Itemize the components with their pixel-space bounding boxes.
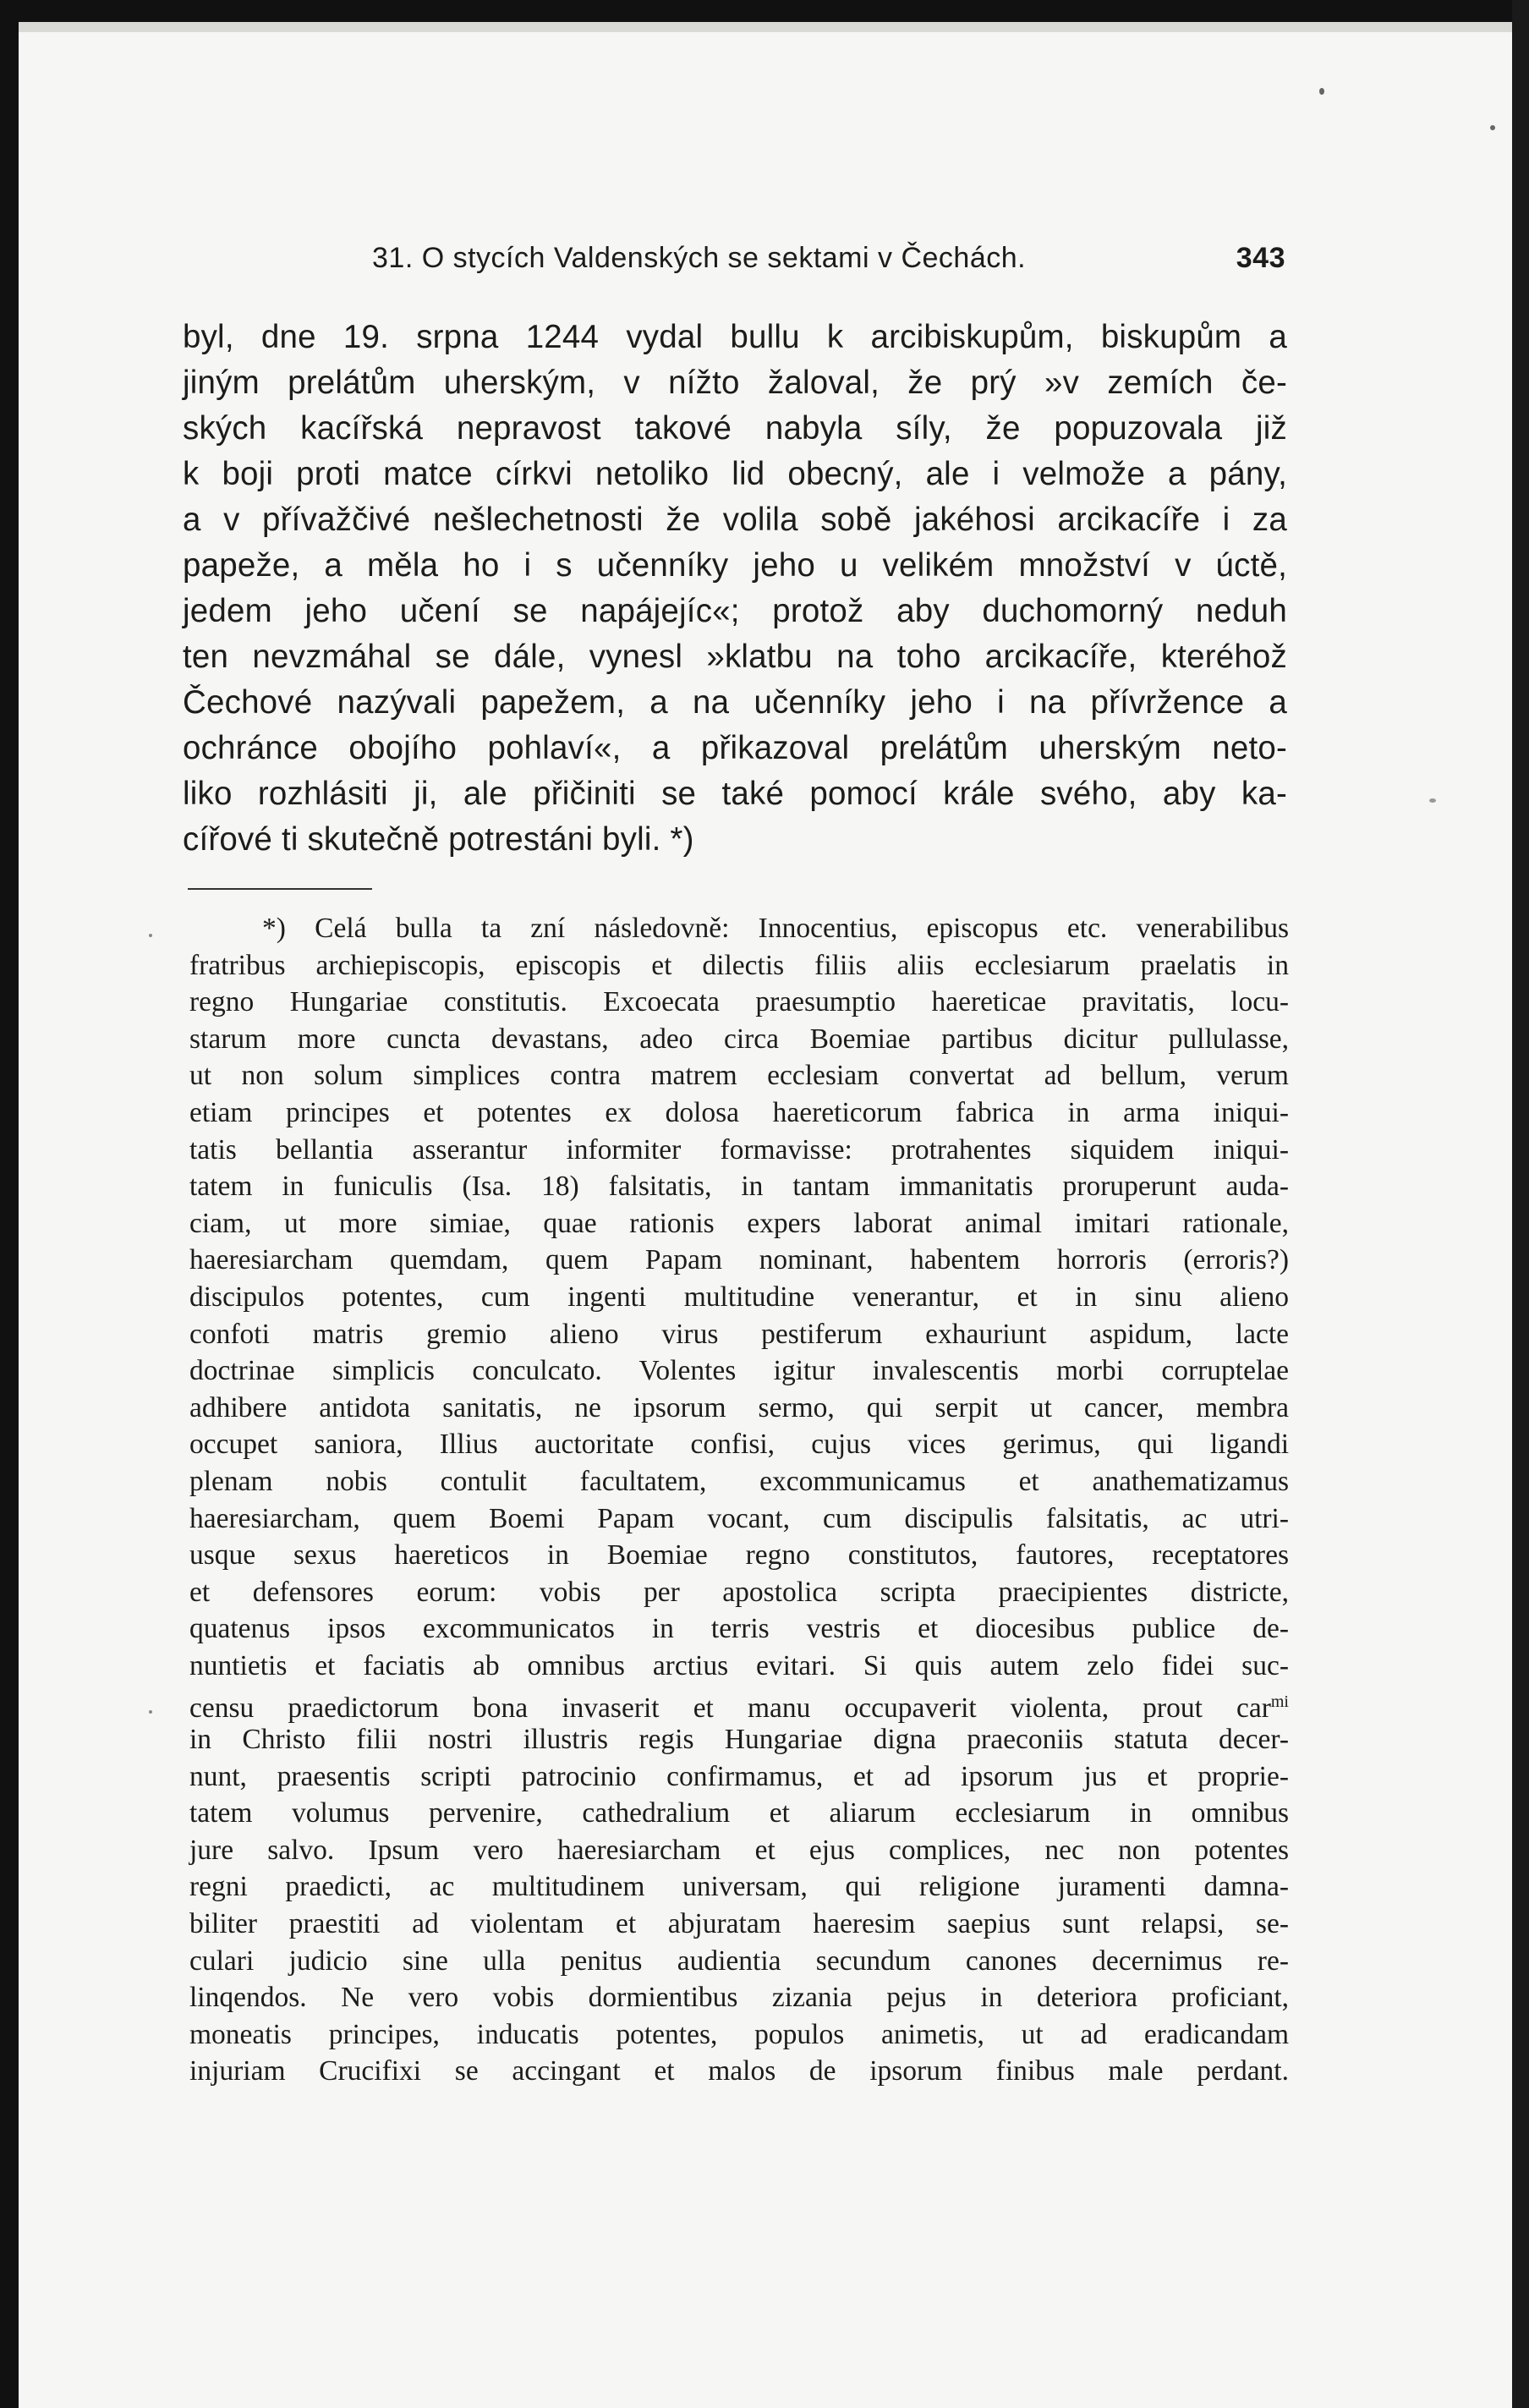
- scan-border-top: [0, 0, 1529, 22]
- footnote-line: haeresiarcham, quem Boemi Papam vocant, cum discipulis falsitatis, ac utri-: [189, 1502, 1289, 1534]
- body-line: cířové ti skutečně potrestáni byli. *): [183, 821, 694, 858]
- scan-speck: [149, 934, 152, 937]
- footnote-line: *) Celá bulla ta zní následovně: Innocentius, episcopus etc. venerabilibus: [262, 913, 1289, 944]
- body-line: liko rozhlásiti ji, ale přičiniti se také pomocí krále svého, aby ka-: [183, 776, 1287, 812]
- scan-speck: [1319, 88, 1324, 95]
- footnote-line: haeresiarcham quemdam, quem Papam nominant, habentem horroris (erroris?): [189, 1244, 1289, 1276]
- footnote-line: jure salvo. Ipsum vero haeresiarcham et ejus complices, nec non potentes: [189, 1834, 1289, 1866]
- running-title: 31. O stycích Valdenských se sektami v Čechách.: [372, 242, 1027, 274]
- footnote-line: nunt, praesentis scripti patrocinio confirmamus, et ad ipsorum jus et proprie-: [189, 1760, 1289, 1792]
- footnote-line: tatem volumus pervenire, cathedralium et aliarum ecclesiarum in omnibus: [189, 1797, 1289, 1829]
- footnote-line: ut non solum simplices contra matrem ecclesiam convertat ad bellum, verum: [189, 1060, 1289, 1092]
- page-number: 343: [1236, 242, 1285, 274]
- body-line: Čechové nazývali papežem, a na učenníky jeho i na přívržence a: [183, 684, 1287, 721]
- body-line: k boji proti matce církvi netoliko lid obecný, ale i velmože a pány,: [183, 456, 1287, 492]
- body-line: byl, dne 19. srpna 1244 vydal bullu k arcibiskupům, biskupům a: [183, 319, 1287, 355]
- scan-speck: [149, 1710, 152, 1714]
- footnote-line: etiam principes et potentes ex dolosa haereticorum fabrica in arma iniqui-: [189, 1096, 1289, 1128]
- footnote-line: biliter praestiti ad violentam et abjuratam haeresim saepius sunt relapsi, se-: [189, 1908, 1289, 1940]
- footnote-line: plenam nobis contulit facultatem, excommunicamus et anathematizamus: [189, 1465, 1289, 1497]
- main-text: [183, 315, 1287, 863]
- footnote-line: fratribus archiepiscopis, episcopis et dilectis filiis aliis ecclesiarum praelatis in: [189, 949, 1289, 981]
- footnote-line: regni praedicti, ac multitudinem universam, qui religione juramenti damna-: [189, 1871, 1289, 1903]
- scan-border-left: [0, 0, 19, 2408]
- footnote-line: culari judicio sine ulla penitus audientia secundum canones decernimus re-: [189, 1945, 1289, 1977]
- footnote-line-text: censu praedictorum bona invaserit et manu occupaverit violenta, prout car: [189, 1692, 1271, 1725]
- body-line: ských kacířská nepravost takové nabyla síly, že popuzovala již: [183, 410, 1287, 447]
- footnote-line: tatis bellantia asserantur informiter formavisse: protrahentes siquidem iniqui-: [189, 1133, 1289, 1166]
- body-line: jiným prelátům uherským, v nížto žaloval, že prý »v zemích če-: [183, 365, 1287, 401]
- footnote-line: nuntietis et faciatis ab omnibus arctius evitari. Si quis autem zelo fidei suc-: [189, 1649, 1289, 1681]
- scan-border-right: [1512, 0, 1529, 2408]
- footnote: [189, 910, 1289, 2090]
- footnote-line: discipulos potentes, cum ingenti multitudine venerantur, et in sinu alieno: [189, 1281, 1289, 1313]
- footnote-line: confoti matris gremio alieno virus pestiferum exhauriunt aspidum, lacte: [189, 1318, 1289, 1350]
- running-header: [372, 242, 1285, 282]
- footnote-line: occupet saniora, Illius auctoritate confisi, cujus vices gerimus, qui ligandi: [189, 1429, 1289, 1461]
- footnote-line: et defensores eorum: vobis per apostolica scripta praecipientes districte,: [189, 1576, 1289, 1608]
- footnote-line-with-superscript: [189, 1684, 1289, 1725]
- footnote-separator: [188, 888, 372, 890]
- body-line: papeže, a měla ho i s učenníky jeho u velikém množství v úctě,: [183, 547, 1287, 584]
- footnote-line: quatenus ipsos excommunicatos in terris vestris et diocesibus publice de-: [189, 1613, 1289, 1645]
- footnote-line: tatem in funiculis (Isa. 18) falsitatis, in tantam immanitatis proruperunt auda-: [189, 1171, 1289, 1203]
- footnote-line: moneatis principes, inducatis potentes, populos animetis, ut ad eradicandam: [189, 2018, 1289, 2050]
- superscript: mi: [1270, 1692, 1289, 1712]
- footnote-line: injuriam Crucifixi se accingant et malos de ipsorum finibus male perdant.: [189, 2055, 1289, 2087]
- scan-speck: [1429, 798, 1436, 803]
- footnote-line: usque sexus haereticos in Boemiae regno constitutos, fautores, receptatores: [189, 1539, 1289, 1572]
- body-line: ten nevzmáhal se dále, vynesl »klatbu na toho arcikacíře, kteréhož: [183, 639, 1287, 675]
- body-line: ochránce obojího pohlaví«, a přikazoval prelátům uherským neto-: [183, 730, 1287, 766]
- scan-speck: [1490, 125, 1495, 130]
- footnote-line: linqendos. Ne vero vobis dormientibus zizania pejus in deteriora proficiant,: [189, 1982, 1289, 2014]
- footnote-line: starum more cuncta devastans, adeo circa Boemiae partibus dicitur pullulasse,: [189, 1023, 1289, 1055]
- footnote-line: in Christo filii nostri illustris regis Hungariae digna praeconiis statuta decer-: [189, 1724, 1289, 1756]
- body-line: a v přívažčivé nešlechetnosti že volila sobě jakéhosi arcikacíře i za: [183, 502, 1287, 538]
- body-line: jedem jeho učení se napájejíc«; protož aby duchomorný neduh: [183, 593, 1287, 629]
- scan-shadow-top: [19, 22, 1512, 32]
- footnote-line: adhibere antidota sanitatis, ne ipsorum sermo, qui serpit ut cancer, membra: [189, 1391, 1289, 1423]
- footnote-line: ciam, ut more simiae, quae rationis expers laborat animal imitari rationale,: [189, 1207, 1289, 1239]
- footnote-line: regno Hungariae constitutis. Excoecata praesumptio haereticae pravitatis, locu-: [189, 986, 1289, 1018]
- footnote-line: doctrinae simplicis conculcato. Volentes igitur invalescentis morbi corruptelae: [189, 1355, 1289, 1387]
